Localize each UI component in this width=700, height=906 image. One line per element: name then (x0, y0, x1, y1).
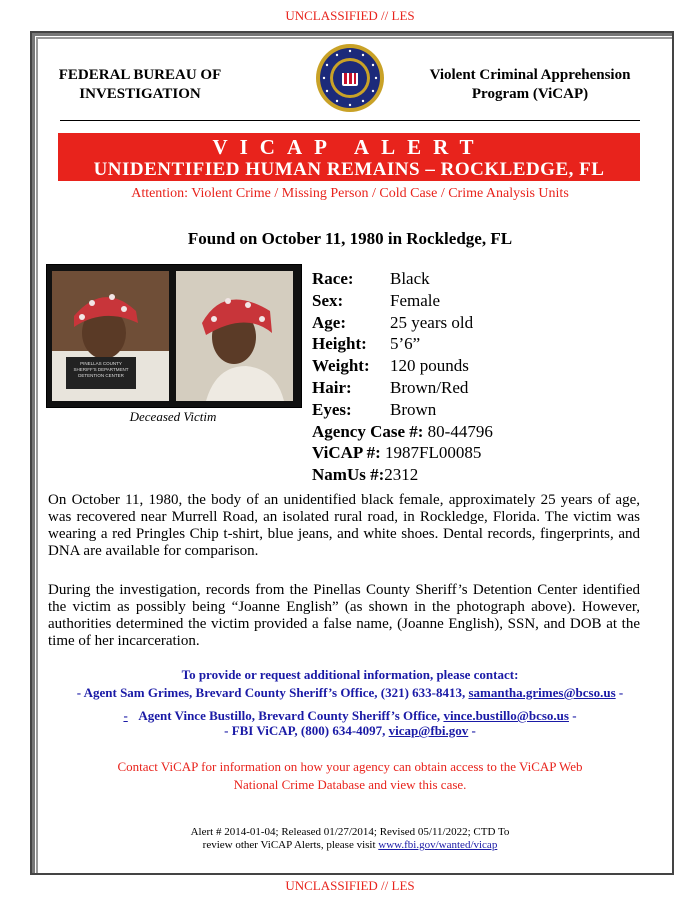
alert-footer: Alert # 2014-01-04; Released 01/27/2014; Revised 05/11/2022; CTD To review other ViCAP Alerts, please visit www.fbi.gov/wanted/vicap (0, 826, 700, 852)
header-right-line2: Program (ViCAP) (471, 86, 589, 102)
email-link-bustillo[interactable]: vince.bustillo@bcso.us (443, 708, 569, 723)
fact-weight: Weight: 120 pounds (312, 356, 469, 376)
contact-fbi-vicap: - FBI ViCAP, (800) 634-4097, vicap@fbi.gov - (224, 723, 476, 738)
fbi-seal-icon (315, 43, 385, 113)
found-heading: Found on October 11, 1980 in Rockledge, FL (187, 229, 513, 248)
email-link-vicap[interactable]: vicap@fbi.gov (388, 723, 469, 738)
access-note: Contact ViCAP for information on how your agency can obtain access to the ViCAP Web National Crime Database and view this case. (117, 759, 583, 792)
vicap-website-link[interactable]: www.fbi.gov/wanted/vicap (378, 839, 498, 851)
footer-alert-info: Alert # 2014-01-04; Released 01/27/2014; Revised 05/11/2022; CTD To (190, 826, 510, 838)
victim-photo-profile (176, 271, 293, 401)
investigation-details: During the investigation, records from the Pinellas County Sheriff’s Detention Center identified the victim as possibly being “Joanne English” (as shown in the photograph above). However, authorities determined the victim provided a false name, (Joanne English), SSN, and DOB at the time of her incarceration. (48, 582, 640, 649)
victim-facts (312, 268, 493, 486)
attention-line: Attention: Violent Crime / Missing Person / Cold Case / Crime Analysis Units (131, 186, 569, 201)
banner-subtitle: UNIDENTIFIED HUMAN REMAINS – ROCKLEDGE, FL (93, 159, 605, 180)
fact-agency-case: Agency Case #: 80-44796 (312, 421, 493, 441)
header-right-line1: Violent Criminal Apprehension (429, 67, 631, 83)
header-agency (40, 66, 240, 104)
header-left-line2: INVESTIGATION (79, 86, 201, 102)
contact-bustillo: - Agent Vince Bustillo, Brevard County Sheriff’s Office, vince.bustillo@bcso.us - (123, 708, 577, 723)
fact-hair: Hair: Brown/Red (312, 377, 469, 397)
victim-photo-front (52, 271, 169, 401)
fact-eyes: Eyes: Brown (312, 399, 437, 419)
contact-intro: To provide or request additional information, please contact: (181, 667, 519, 682)
fact-age: Age: 25 years old (312, 312, 474, 332)
header-left-line1: FEDERAL BUREAU OF (58, 67, 222, 83)
placard-text: PINELLAS COUNTY SHERIFF'S DEPARTMENT DETENTION CENTER (73, 361, 129, 378)
case-description: On October 11, 1980, the body of an unidentified black female, approximately 25 years of age, was recovered near Murrell Road, an isolated rural road, in Rockledge, Florida. The victim was wearing a red Pringles Chip t-shirt, blue jeans, and white shoes. Dental records, fingerprints, and DNA are available for comparison. (48, 492, 640, 559)
alert-banner (58, 133, 640, 181)
contact-grimes: - Agent Sam Grimes, Brevard County Sheriff’s Office, (321) 633-8413, samantha.grimes@bcso.us - (76, 685, 624, 700)
fact-height: Height: 5’6” (312, 334, 421, 354)
email-link-grimes[interactable]: samantha.grimes@bcso.us (468, 685, 616, 700)
fact-sex: Sex: Female (312, 290, 441, 310)
fact-race: Race: Black (312, 269, 430, 288)
classification-bottom: UNCLASSIFIED // LES (285, 878, 415, 893)
banner-title: VICAP ALERT (212, 135, 486, 159)
fact-vicap-number: ViCAP #: 1987FL00085 (312, 443, 482, 463)
fact-namus-number: NamUs #:2312 (312, 465, 419, 485)
header-program (410, 66, 650, 104)
classification-top: UNCLASSIFIED // LES (285, 8, 415, 23)
victim-photo (46, 264, 302, 408)
header-divider (60, 120, 640, 121)
photo-caption: Deceased Victim (129, 409, 217, 424)
